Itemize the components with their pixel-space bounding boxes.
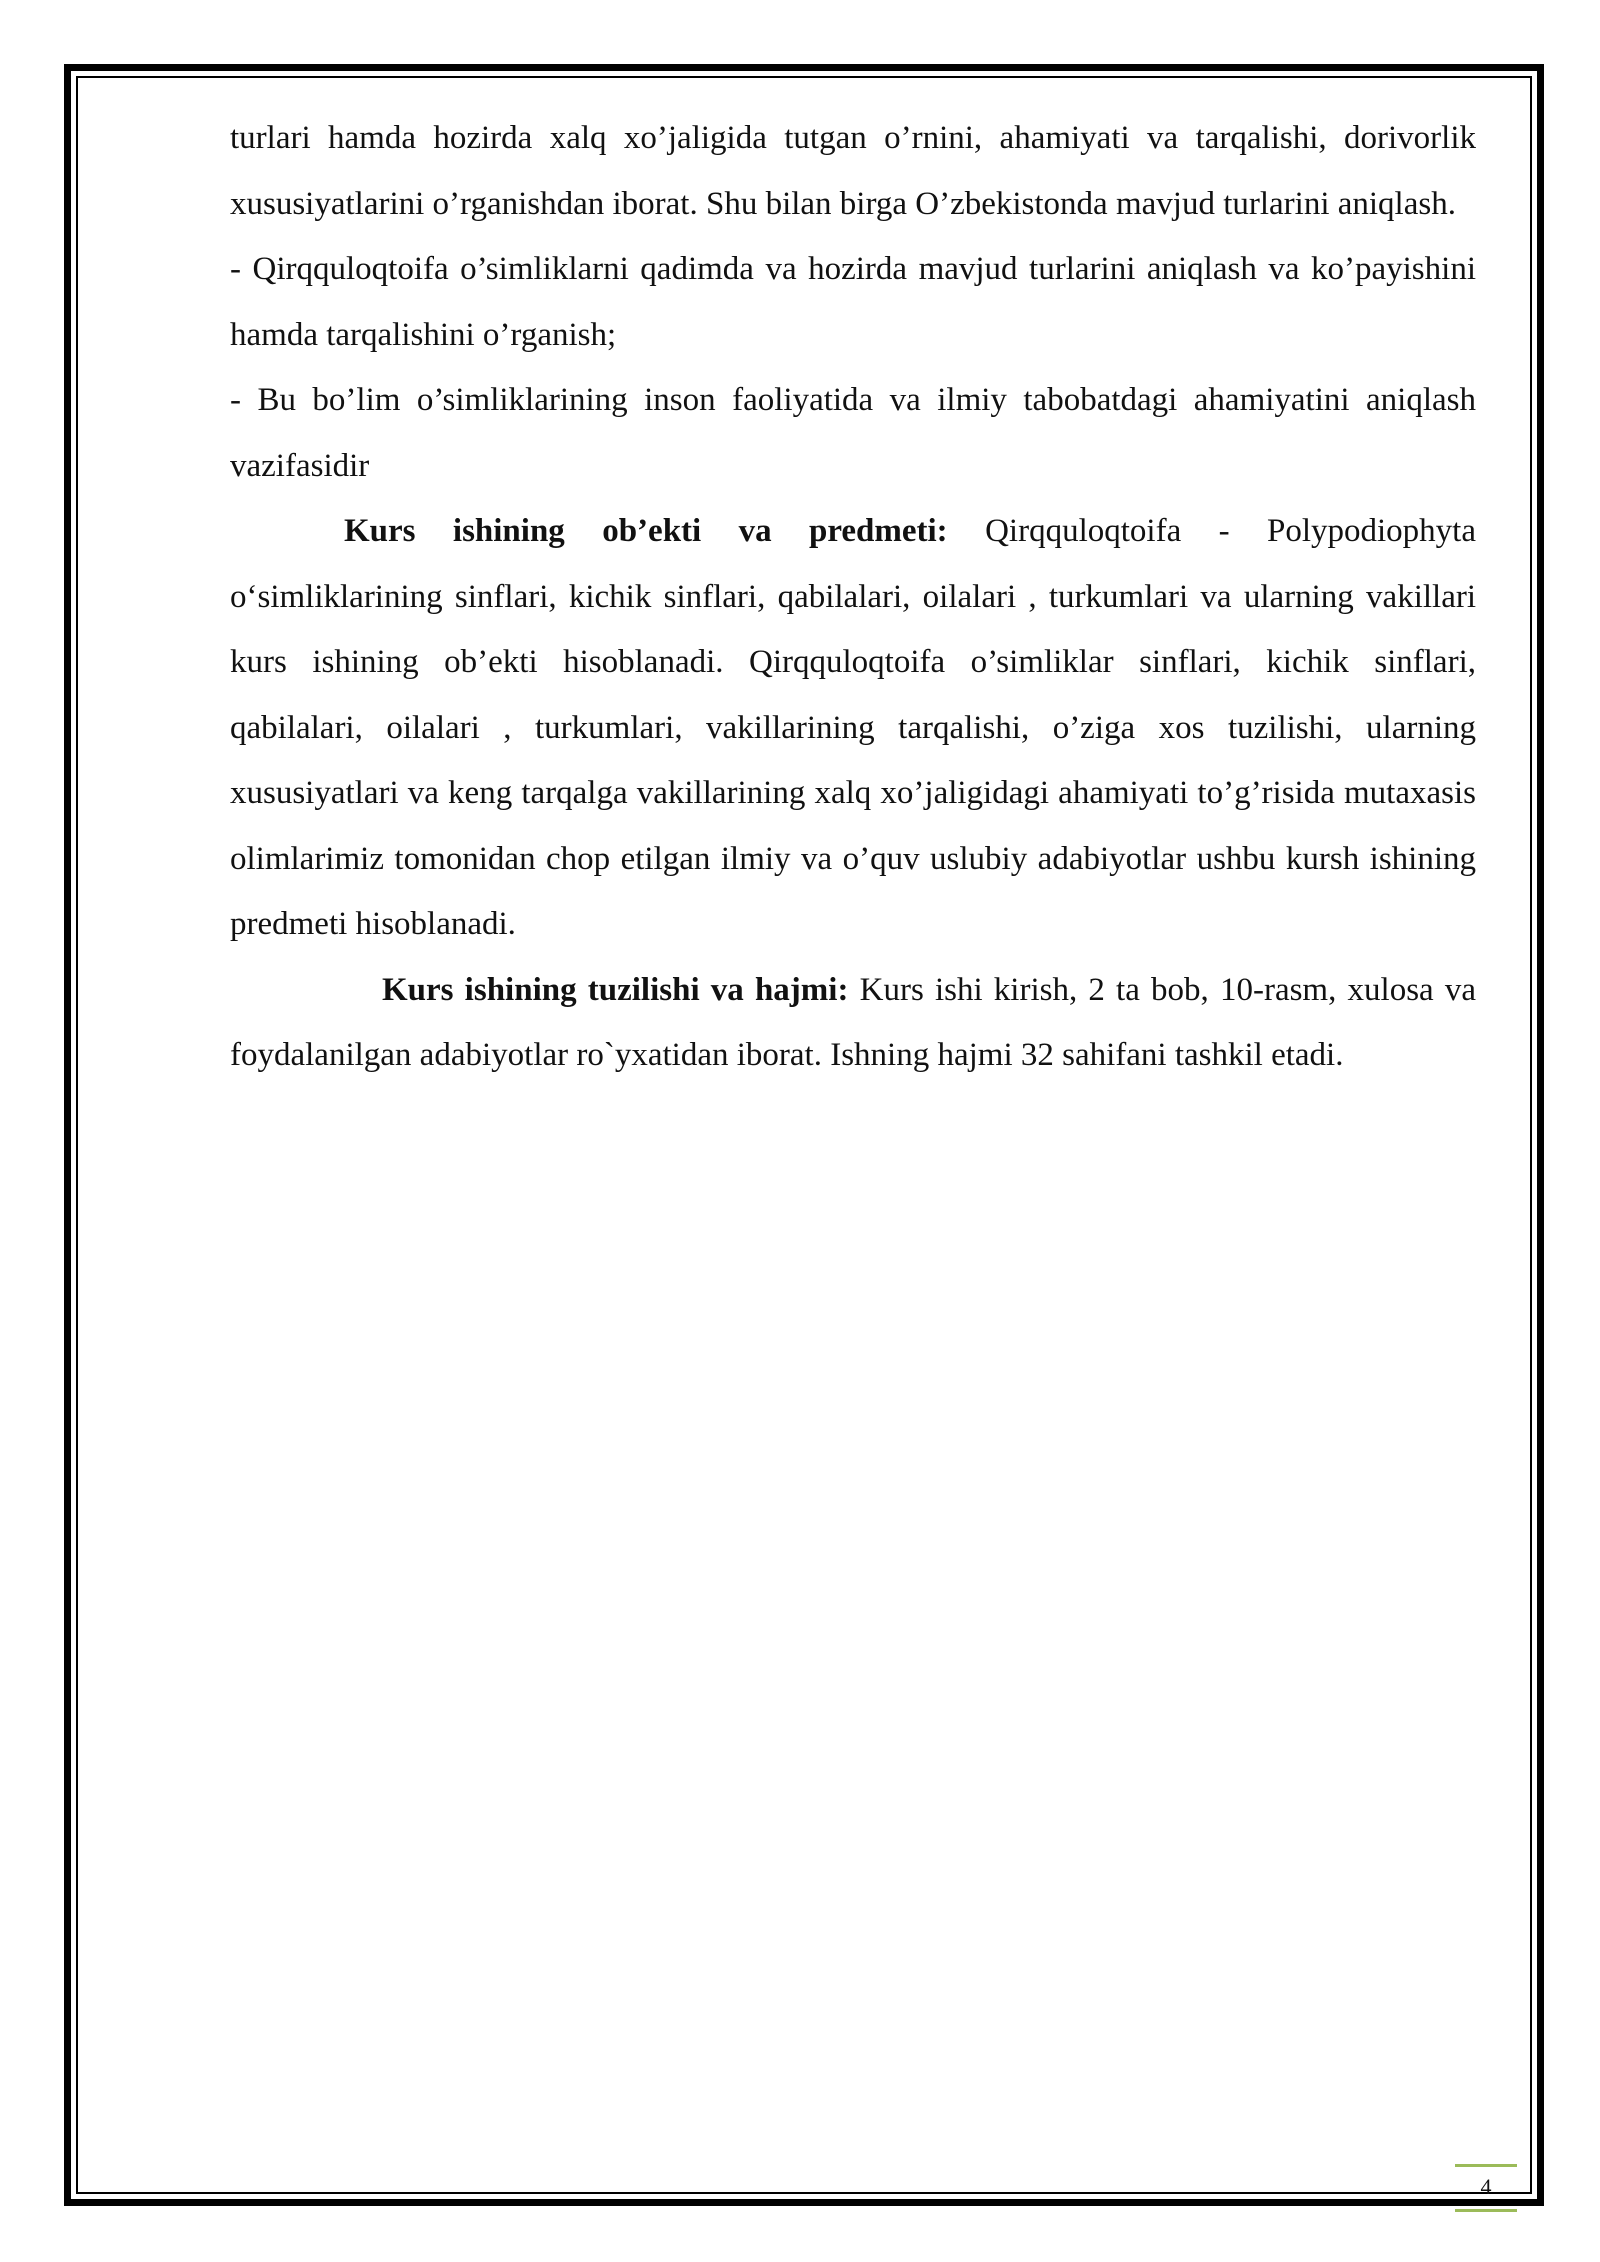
section-structure-volume	[230, 958, 1476, 1089]
page-number-rule-bottom	[1455, 2209, 1517, 2212]
bullet-item-2: - Bu bo’lim o’simliklarining inson faoliyatida va ilmiy tabobatdagi ahamiyatini aniqlash vazifasidir	[230, 382, 1476, 484]
section-object-subject-text: Qirqquloqtoifa - Polypodiophyta o‘simliklarining sinflari, kichik sinflari, qabilalari, oilalari , turkumlari va ularning vakillari kurs ishining ob’ekti hisoblanadi. Qirqquloqtoifa o’simliklar sinflari, kichik sinflari, qabilalari, oilalari , turkumlari, vakillarining tarqalishi, o’ziga xos tuzilishi, ularning xususiyatlari va keng tarqalga vakillarining xalq xo’jaligidagi ahamiyati to’g’risida mutaxasis olimlarimiz tomonidan chop etilgan ilmiy va o’quv uslubiy adabiyotlar ushbu kursh ishining predmeti hisoblanadi.	[230, 513, 1476, 942]
bullet-item-1: - Qirqquloqtoifa o’simliklarni qadimda va hozirda mavjud turlarini aniqlash va ko’payishini hamda tarqalishini o’rganish;	[230, 251, 1476, 353]
section-structure-volume-text: Kurs ishi kirish, 2 ta bob, 10-rasm, xulosa va foydalanilgan adabiyotlar ro`yxatidan iborat. Ishning hajmi 32 sahifani tashkil etadi.	[230, 971, 1476, 1073]
page-number-rule-top	[1455, 2164, 1517, 2167]
section-structure-volume-heading: Kurs ishining tuzilishi va hajmi:	[382, 971, 849, 1008]
page-number-box	[1455, 2164, 1517, 2212]
document-body	[230, 106, 1476, 1089]
section-object-subject	[230, 499, 1476, 958]
paragraph-continuation: turlari hamda hozirda xalq xo’jaligida tutgan o’rnini, ahamiyati va tarqalishi, dorivorlik xususiyatlarini o’rganishdan iborat. Shu bilan birga O’zbekistonda mavjud turlarini aniqlash.	[230, 120, 1476, 222]
section-object-subject-heading: Kurs ishining ob’ekti va predmeti:	[344, 513, 948, 549]
page-number: 4	[1480, 2174, 1492, 2199]
